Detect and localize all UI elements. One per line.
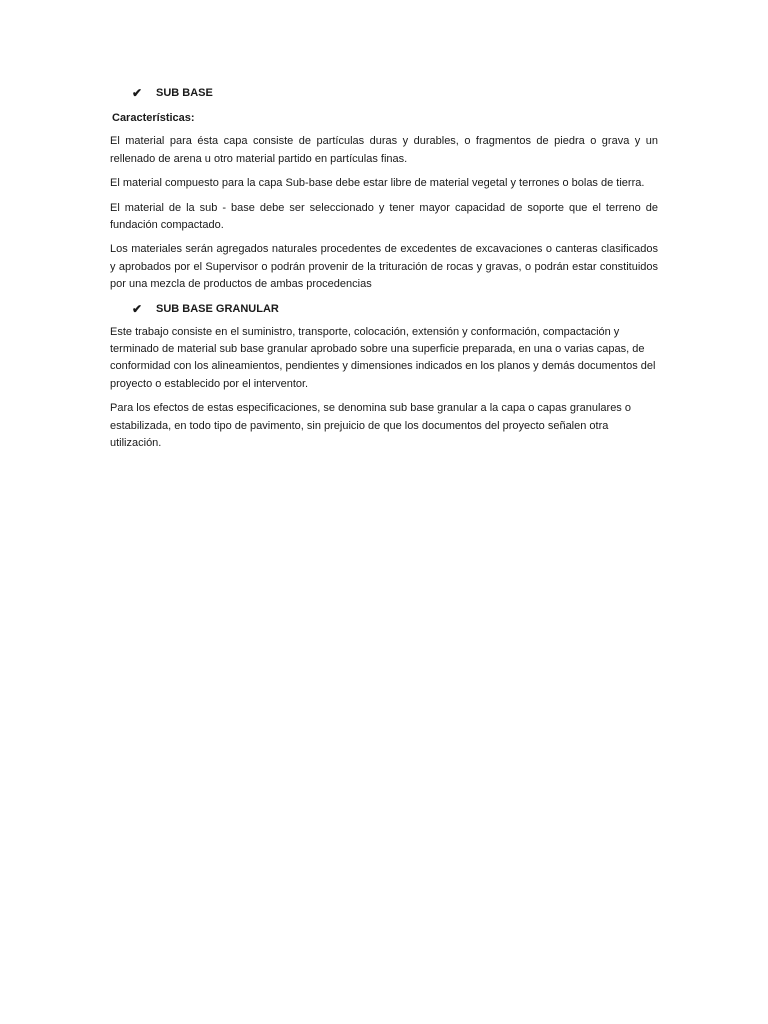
section-title: SUB BASE (156, 87, 213, 99)
document-content (110, 84, 658, 453)
paragraph: Los materiales serán agregados naturales procedentes de excedentes de excavaciones o canteras clasificados y aprobados por el Supervisor o podrán provenir de la trituración de rocas y gravas, o podrán estar constituidos por una mezcla de productos de ambas procedencias (110, 243, 658, 291)
paragraph: El material de la sub - base debe ser seleccionado y tener mayor capacidad de soporte que el terreno de fundación compactado. (110, 201, 658, 232)
paragraph: Este trabajo consiste en el suministro, transporte, colocación, extensión y conformación, compactación y terminado de material sub base granular aprobado sobre una superficie preparada, en una o varias capas, de conformidad con los alineamientos, pendientes y dimensiones indicados en los planos y demás documentos del proyecto o establecido por el interventor. (110, 325, 656, 390)
section-heading-sub-base (132, 84, 658, 102)
paragraph: El material compuesto para la capa Sub-base debe estar libre de material vegetal y terrones o bolas de tierra. (110, 177, 645, 190)
checkmark-icon: ✔ (132, 86, 143, 100)
checkmark-icon: ✔ (132, 301, 143, 316)
section-heading-sub-base-granular (132, 300, 658, 318)
paragraph: Para los efectos de estas especificaciones, se denomina sub base granular a la capa o capas granulares o estabilizada, en todo tipo de pavimento, sin prejuicio de que los documentos del proyecto señalen otra utilización. (110, 402, 631, 450)
paragraph: El material para ésta capa consiste de partículas duras y durables, o fragmentos de piedra o grava y un rellenado de arena u otro material partido en partículas finas. (110, 135, 658, 165)
section-title: SUB BASE GRANULAR (156, 302, 279, 315)
characteristics-subheading: Características: (112, 112, 195, 124)
